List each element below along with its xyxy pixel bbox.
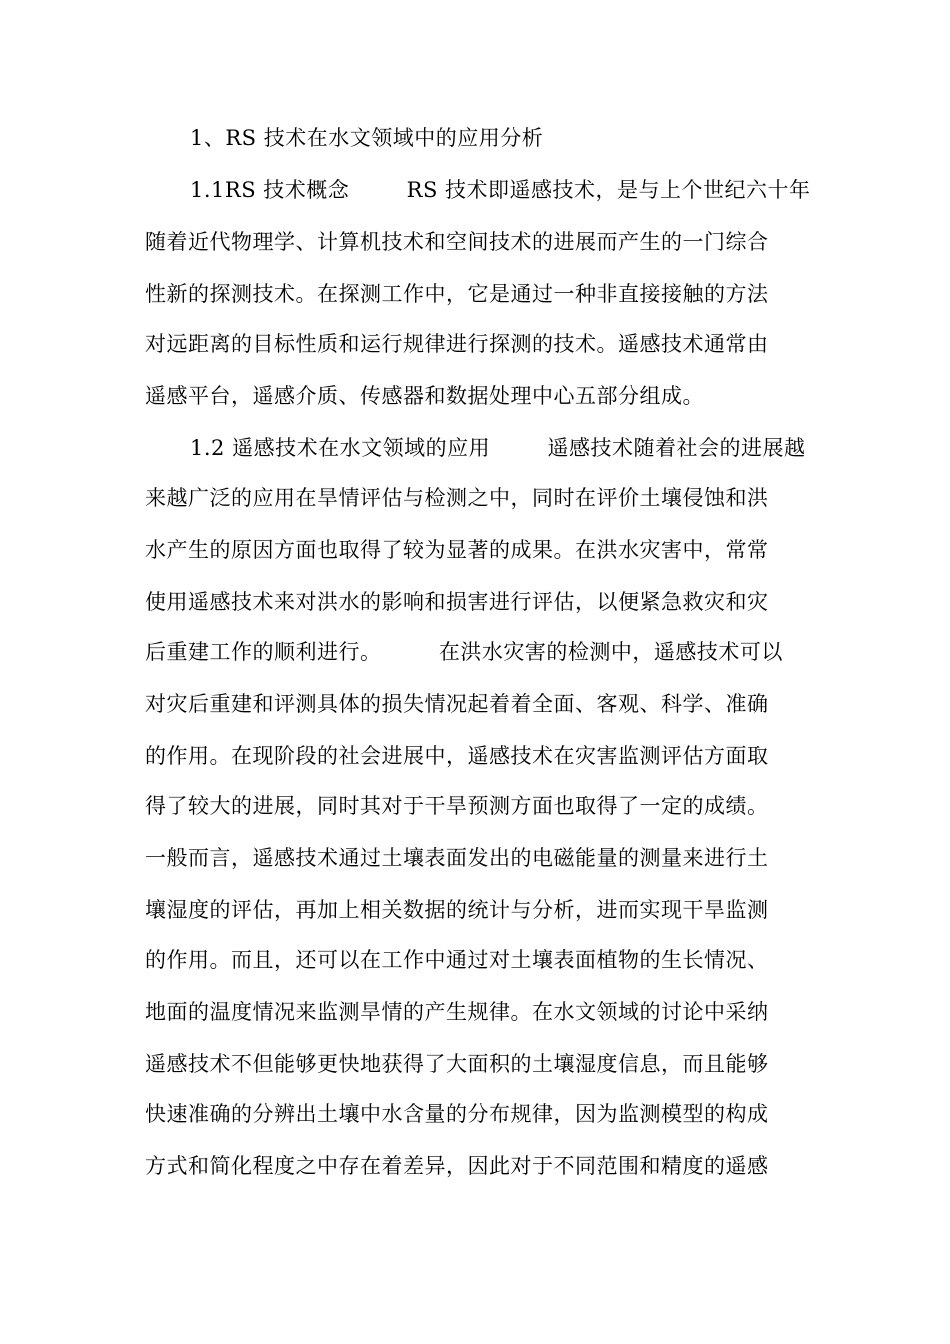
paragraph-line: 一般而言，遥感技术通过土壤表面发出的电磁能量的测量来进行土 <box>145 846 769 870</box>
paragraph-line: 快速准确的分辨出土壤中水含量的分布规律，因为监测模型的构成 <box>145 1102 769 1126</box>
paragraph-line: 性新的探测技术。在探测工作中，它是通过一种非直接接触的方法 <box>145 282 769 306</box>
paragraph-line: 水产生的原因方面也取得了较为显著的成果。在洪水灾害中，常常 <box>145 538 769 562</box>
paragraph-line: 遥感技术不但能够更快地获得了大面积的土壤湿度信息，而且能够 <box>145 1052 769 1076</box>
paragraph-line: 的作用。在现阶段的社会进展中，遥感技术在灾害监测评估方面取 <box>145 744 769 768</box>
paragraph-line: 1.1RS 技术概念 RS 技术即遥感技术，是与上个世纪六十年 <box>190 178 811 202</box>
paragraph-line: 得了较大的进展，同时其对于干旱预测方面也取得了一定的成绩。 <box>145 794 769 818</box>
paragraph-line: 的作用。而且，还可以在工作中通过对土壤表面植物的生长情况、 <box>145 948 769 972</box>
paragraph-line: 壤湿度的评估，再加上相关数据的统计与分析，进而实现干旱监测 <box>145 898 769 922</box>
paragraph-line: 对远距离的目标性质和运行规律进行探测的技术。遥感技术通常由 <box>145 332 769 356</box>
paragraph-line: 来越广泛的应用在旱情评估与检测之中，同时在评价土壤侵蚀和洪 <box>145 486 769 510</box>
paragraph-line: 地面的温度情况来监测旱情的产生规律。在水文领域的讨论中采纳 <box>145 1000 769 1024</box>
paragraph-line: 方式和简化程度之中存在着差异，因此对于不同范围和精度的遥感 <box>145 1154 769 1178</box>
paragraph-line: 使用遥感技术来对洪水的影响和损害进行评估，以便紧急救灾和灾 <box>145 590 769 614</box>
paragraph-line: 后重建工作的顺利进行。 在洪水灾害的检测中，遥感技术可以 <box>145 640 783 664</box>
paragraph-line: 遥感平台，遥感介质、传感器和数据处理中心五部分组成。 <box>145 384 704 408</box>
paragraph-line: 随着近代物理学、计算机技术和空间技术的进展而产生的一门综合 <box>145 230 769 254</box>
paragraph-line: 对灾后重建和评测具体的损失情况起着着全面、客观、科学、准确 <box>145 692 769 716</box>
paragraph-line: 1.2 遥感技术在水文领域的应用 遥感技术随着社会的进展越 <box>190 436 806 460</box>
section-heading: 1、RS 技术在水文领域中的应用分析 <box>190 126 544 150</box>
